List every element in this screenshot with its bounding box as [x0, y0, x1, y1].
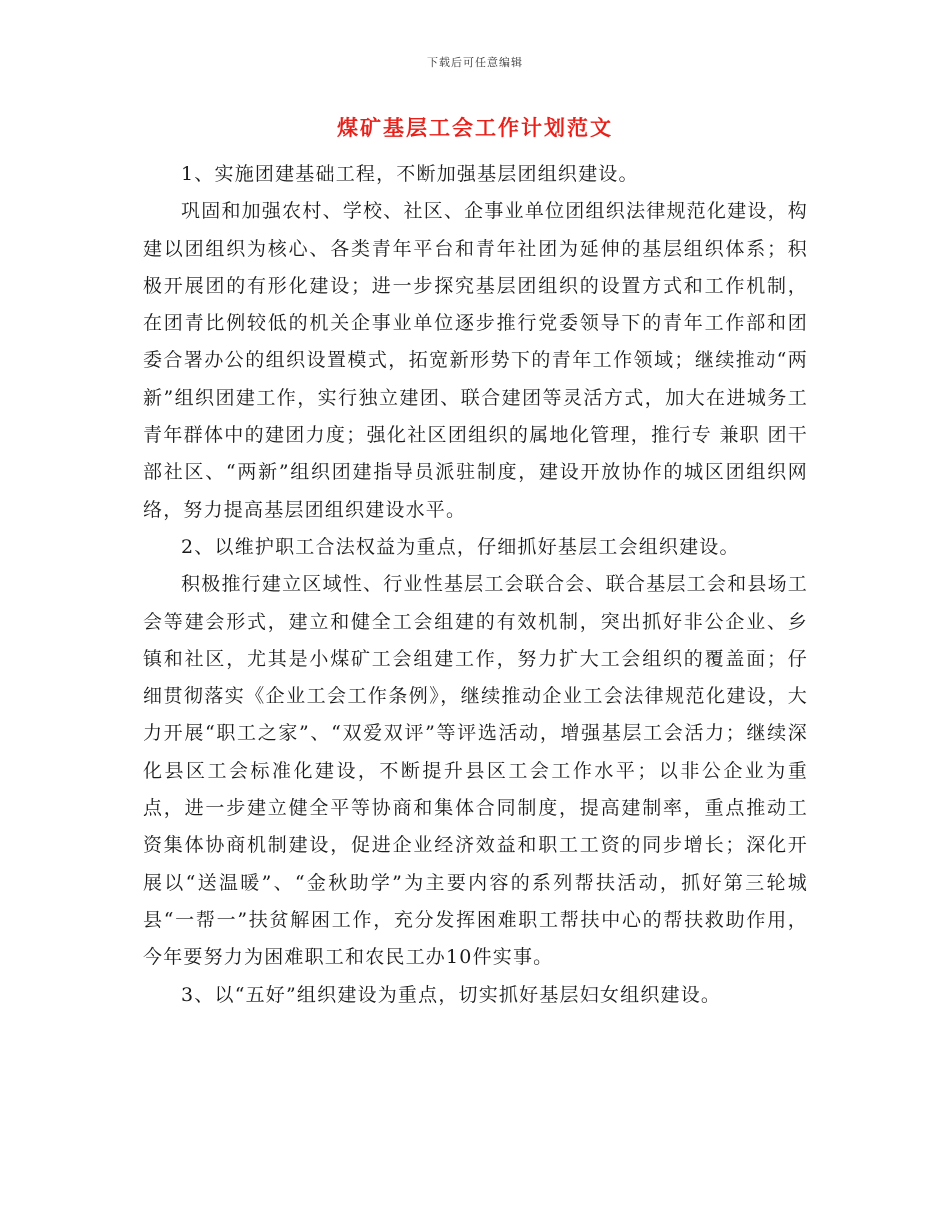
- page-header-note: 下载后可任意编辑: [427, 56, 523, 69]
- paragraph-body-2: 积极推行建立区域性、行业性基层工会联合会、联合基层工会和县场工会等建会形式，建立和健全工会组建的有效机制，突出抓好非公企业、乡镇和社区，尤其是小煤矿工会组建工作，努力扩大工会组织的覆盖面；仔细贯彻落实《企业工会工作条例》，继续推动企业工会法律规范化建设，大力开展“职工之家”、“双爱双评”等评选活动，增强基层工会活力；继续深化县区工会标准化建设，不断提升县区工会工作水平；以非公企业为重点，进一步建立健全平等协商和集体合同制度，提高建制率，重点推动工资集体协商机制建设，促进企业经济效益和职工工资的同步增长；深化开展以“送温暖”、“金秋助学”为主要内容的系列帮扶活动，抓好第三轮城县“一帮一”扶贫解困工作，充分发挥困难职工帮扶中心的帮扶救助作用，今年要努力为困难职工和农民工办10件实事。: [143, 573, 808, 969]
- paragraph-heading-2: 2、以维护职工合法权益为重点，仔细抓好基层工会组织建设。: [181, 535, 740, 558]
- paragraph-heading-1: 1、实施团建基础工程，不断加强基层团组织建设。: [181, 163, 639, 185]
- paragraph-body-1: 巩固和加强农村、学校、社区、企事业单位团组织法律规范化建设，构建以团组织为核心、各类青年平台和青年社团为延伸的基层组织体系；积极开展团的有形化建设；进一步探究基层团组织的设置方式和工作机制，在团青比例较低的机关企事业单位逐步推行党委领导下的青年工作部和团委合署办公的组织设置模式，拓宽新形势下的青年工作领域；继续推动“两新”组织团建工作，实行独立建团、联合建团等灵活方式，加大在进城务工青年群体中的建团力度；强化社区团组织的属地化管理，推行专 兼职 团干部社区、“两新”组织团建指导员派驻制度，建设开放协作的城区团组织网络，努力提高基层团组织建设水平。: [143, 200, 808, 521]
- paragraph-heading-3: 3、以“五好”组织建设为重点，切实抓好基层妇女组织建设。: [181, 983, 722, 1006]
- document-title: 煤矿基层工会工作计划范文: [337, 115, 613, 140]
- document-body: [143, 156, 808, 1014]
